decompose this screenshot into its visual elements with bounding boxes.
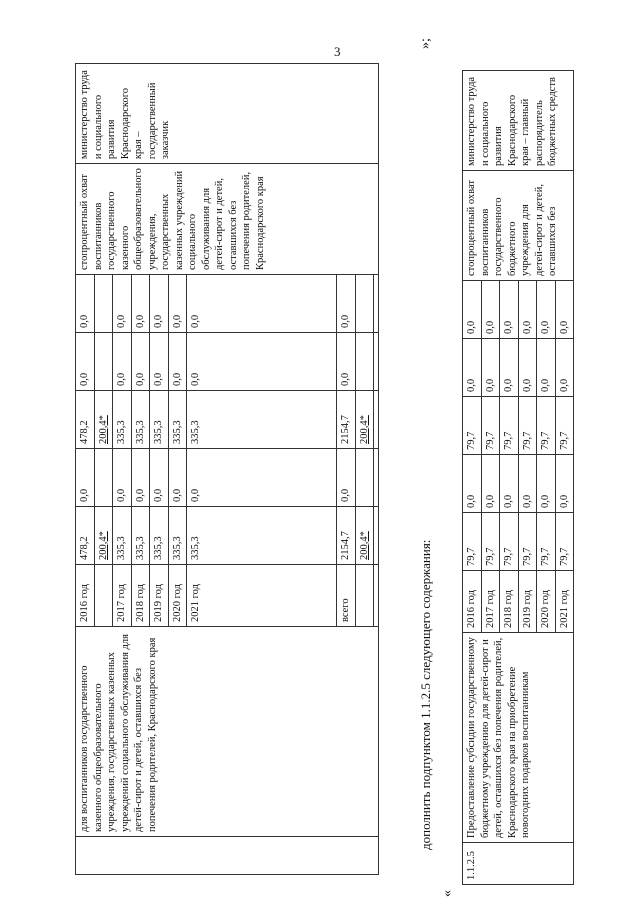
regional-cell: 79,7 — [518, 397, 537, 455]
year-cell: 2017 год — [481, 571, 500, 633]
regional-cell: 478,2 — [76, 391, 95, 449]
local-cell: 0,0 — [463, 339, 482, 397]
year-cell: 2018 год — [131, 565, 150, 627]
federal-cell: 0,0 — [537, 455, 556, 513]
extra-cell: 0,0 — [76, 275, 95, 333]
year-cell: 2020 год — [168, 565, 187, 627]
result-cell: стопроцентный охват воспитанников государственного бюджетного учреждения для детей-сирот и детей, оставшихся без — [463, 171, 574, 281]
executor-cell: министерство труда и социального развития Краснодарского края – главный распорядитель бюджетных средств — [463, 71, 574, 171]
extra-cell: 0,0 — [150, 275, 169, 333]
extra-cell: 0,0 — [337, 275, 356, 333]
year-cell — [94, 565, 113, 627]
empty-cell — [374, 565, 379, 627]
local-cell: 0,0 — [168, 333, 187, 391]
total-cell: 335,3 — [168, 507, 187, 565]
empty-cell — [374, 391, 379, 449]
extra-cell: 0,0 — [131, 275, 150, 333]
local-cell: 0,0 — [337, 333, 356, 391]
year-cell: 2017 год — [113, 565, 132, 627]
empty-cell — [374, 275, 379, 333]
empty-cell — [374, 333, 379, 391]
regional-cell: 200,4* — [94, 391, 113, 449]
total-cell: 79,7 — [537, 513, 556, 571]
federal-cell: 0,0 — [481, 455, 500, 513]
local-cell: 0,0 — [555, 339, 574, 397]
number-cell: 1.1.2.5 — [463, 843, 574, 885]
federal-cell — [94, 449, 113, 507]
regional-cell: 79,7 — [463, 397, 482, 455]
regional-cell: 79,7 — [481, 397, 500, 455]
extra-cell: 0,0 — [481, 281, 500, 339]
federal-cell: 0,0 — [168, 449, 187, 507]
local-cell: 0,0 — [150, 333, 169, 391]
regional-cell: 335,3 — [113, 391, 132, 449]
year-cell: 2021 год — [555, 571, 574, 633]
local-cell: 0,0 — [187, 333, 337, 391]
empty-cell — [355, 333, 374, 391]
federal-cell: 0,0 — [113, 449, 132, 507]
total-cell: 79,7 — [481, 513, 500, 571]
empty-cell — [355, 275, 374, 333]
total-cell: 200,4* — [355, 507, 374, 565]
local-cell — [94, 333, 113, 391]
year-cell: 2016 год — [463, 571, 482, 633]
local-cell: 0,0 — [131, 333, 150, 391]
federal-cell: 0,0 — [518, 455, 537, 513]
total-cell: 335,3 — [131, 507, 150, 565]
federal-cell: 0,0 — [187, 449, 337, 507]
regional-cell: 335,3 — [131, 391, 150, 449]
federal-cell: 0,0 — [76, 449, 95, 507]
amendment-text: дополнить подпунктом 1.1.2.5 следующего содержания: — [418, 539, 433, 850]
local-cell: 0,0 — [537, 339, 556, 397]
total-cell: 335,3 — [113, 507, 132, 565]
total-cell: 2154,7 — [337, 507, 356, 565]
program-table-continuation — [75, 63, 379, 875]
opening-quote: « — [440, 890, 455, 897]
total-cell: 478,2 — [76, 507, 95, 565]
federal-cell: 0,0 — [555, 455, 574, 513]
year-cell: 2020 год — [537, 571, 556, 633]
total-cell: 335,3 — [187, 507, 337, 565]
page-number: 3 — [334, 44, 341, 59]
local-cell: 0,0 — [76, 333, 95, 391]
year-cell: 2016 год — [76, 565, 95, 627]
year-cell: 2018 год — [500, 571, 519, 633]
federal-cell: 0,0 — [337, 449, 356, 507]
extra-cell — [94, 275, 113, 333]
table-row — [463, 71, 482, 885]
measure-cell: для воспитанников государственного казенного общеобразовательного учреждения, государственных казенных учреждений социального обслуживания для детей-сирот и детей, оставшихся без попечения родителей, Краснодарского края — [76, 627, 379, 837]
empty-cell — [355, 449, 374, 507]
regional-cell: 79,7 — [537, 397, 556, 455]
regional-cell: 79,7 — [500, 397, 519, 455]
regional-cell: 335,3 — [168, 391, 187, 449]
total-cell: 200,4* — [94, 507, 113, 565]
regional-cell: 2154,7 — [337, 391, 356, 449]
program-table-new-item — [462, 70, 574, 885]
regional-cell: 335,3 — [150, 391, 169, 449]
sum-label-cell: всего — [337, 565, 356, 627]
table-row — [76, 64, 95, 875]
year-cell: 2019 год — [150, 565, 169, 627]
extra-cell: 0,0 — [113, 275, 132, 333]
local-cell: 0,0 — [481, 339, 500, 397]
federal-cell: 0,0 — [131, 449, 150, 507]
regional-cell: 335,3 — [187, 391, 337, 449]
regional-cell: 200,4* — [355, 391, 374, 449]
extra-cell: 0,0 — [168, 275, 187, 333]
total-cell: 79,7 — [463, 513, 482, 571]
number-cell — [76, 837, 379, 875]
empty-cell — [374, 507, 379, 565]
extra-cell: 0,0 — [518, 281, 537, 339]
executor-cell: министерство труда и социального развития Краснодарского края – государственный заказчик — [76, 64, 379, 164]
empty-cell — [374, 449, 379, 507]
empty-cell — [355, 565, 374, 627]
local-cell: 0,0 — [113, 333, 132, 391]
extra-cell: 0,0 — [555, 281, 574, 339]
total-cell: 335,3 — [150, 507, 169, 565]
total-cell: 79,7 — [518, 513, 537, 571]
local-cell: 0,0 — [500, 339, 519, 397]
total-cell: 79,7 — [555, 513, 574, 571]
extra-cell: 0,0 — [537, 281, 556, 339]
local-cell: 0,0 — [518, 339, 537, 397]
extra-cell: 0,0 — [500, 281, 519, 339]
extra-cell: 0,0 — [187, 275, 337, 333]
regional-cell: 79,7 — [555, 397, 574, 455]
measure-cell: Предоставление субсидии государственному бюджетному учреждению для детей-сирот и детей, оставшихся без попечения родителей, Краснодарского края на приобретение новогодних подарков воспитанникам — [463, 633, 574, 843]
year-cell: 2021 год — [187, 565, 337, 627]
federal-cell: 0,0 — [463, 455, 482, 513]
total-cell: 79,7 — [500, 513, 519, 571]
federal-cell: 0,0 — [500, 455, 519, 513]
result-cell: стопроцентный охват воспитанников государственного казенного общеобразовательного учреждения, государственных казенных учреждений социального обслуживания для детей-сирот и детей, оставшихся без попечения родителей, Краснодарского края — [76, 164, 379, 275]
amendment-close-mark: »; — [418, 38, 433, 49]
year-cell: 2019 год — [518, 571, 537, 633]
extra-cell: 0,0 — [463, 281, 482, 339]
federal-cell: 0,0 — [150, 449, 169, 507]
